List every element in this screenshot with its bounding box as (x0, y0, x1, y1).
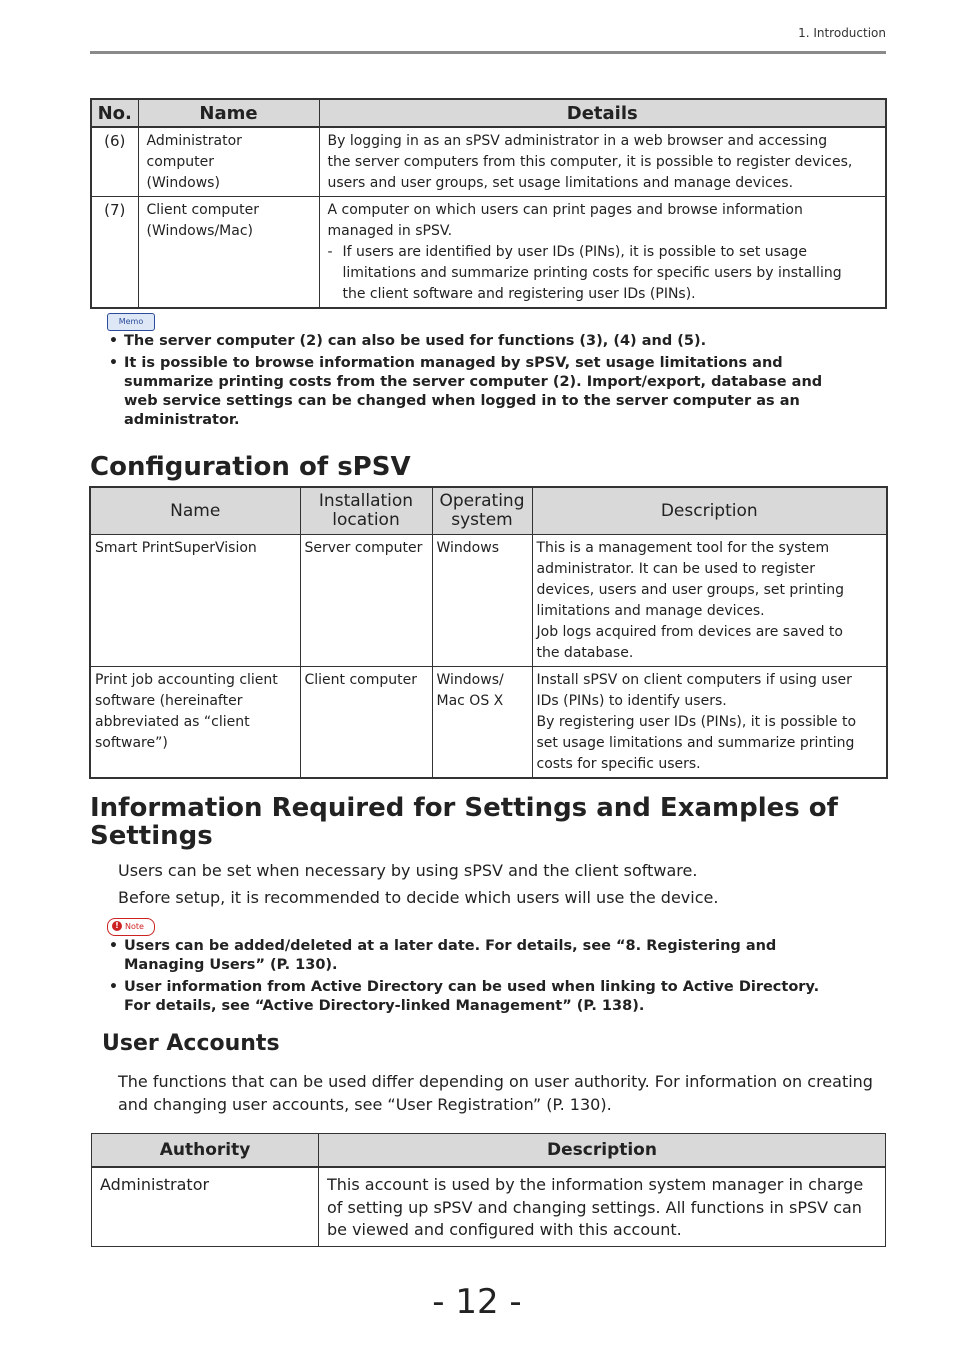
chapter-header: 1. Introduction (798, 26, 886, 40)
accounts-paragraph: The functions that can be used differ depending on user authority. For information on creating and changing user accounts, see “User Registration” (P. 130). (118, 1072, 873, 1114)
col-header-os: Operating system (432, 487, 532, 535)
col-header-location: Installation location (300, 487, 432, 535)
memo-icon: Memo (107, 313, 155, 331)
table-header-row (92, 1134, 886, 1168)
col-header-no: No. (91, 99, 138, 127)
row-description: This is a management tool for the system administrator. It can be used to register devices, users and user groups, set printing limitations and manage devices. Job logs acquired from devices are saved to the database. (532, 535, 887, 667)
row-details: By logging in as an sPSV administrator in a web browser and accessing the server computers from this computer, it is possible to register devices, users and user groups, set usage limitations and manage devices. (319, 127, 886, 197)
row-number: (7) (91, 197, 138, 309)
header-rule (90, 51, 886, 54)
row-description: This account is used by the information system manager in charge of setting up sPSV and changing settings. All functions in sPSV can be viewed and configured with this account. (319, 1167, 886, 1246)
info-paragraph: Users can be set when necessary by using sPSV and the client software. (118, 861, 698, 880)
dash-mark: - (327, 244, 333, 260)
row-authority: Administrator (92, 1167, 319, 1246)
dash-item: - If users are identified by user IDs (PINs), it is possible to set usage limitations and summarize printing costs for specific users by installing the client software and registering user IDs (PINs). (328, 242, 878, 305)
col-header-description: Description (319, 1134, 886, 1168)
memo-list (109, 332, 879, 433)
row-name: Smart PrintSuperVision (90, 535, 300, 667)
accounts-heading: User Accounts (102, 1031, 280, 1056)
info-heading: Information Required for Settings and Examples of Settings (90, 793, 838, 851)
row-name: Administrator computer (Windows) (138, 127, 319, 197)
exclamation-icon: ! (112, 921, 122, 931)
memo-item: • It is possible to browse information managed by sPSV, set usage limitations and summarize printing costs from the server computer (2). Import/export, database and web service settings can be changed when logged in to the server computer as an administrator. (109, 354, 879, 430)
row-details: A computer on which users can print pages and browse information managed in sPSV. - If users are identified by user IDs (PINs), it is possible to set usage limitations and summarize printing costs for specific users by installing the client software and registering user IDs (PINs). (319, 197, 886, 309)
table-header-row (91, 99, 886, 127)
col-header-name: Name (138, 99, 319, 127)
table-row (92, 1167, 886, 1246)
row-name: Client computer (Windows/Mac) (138, 197, 319, 309)
col-header-details: Details (319, 99, 886, 127)
authority-table (91, 1133, 886, 1247)
info-paragraph: Before setup, it is recommended to decide which users will use the device. (118, 888, 719, 907)
row-description: Install sPSV on client computers if using user IDs (PINs) to identify users. By registering user IDs (PINs), it is possible to set usage limitations and summarize printing costs for specific users. (532, 667, 887, 779)
table-header-row (90, 487, 887, 535)
note-item: • User information from Active Directory can be used when linking to Active Directory. For details, see “Active Directory-linked Management” (P. 138). (109, 978, 879, 1016)
config-table (89, 486, 888, 779)
table-row (90, 535, 887, 667)
page-number: - 12 - (432, 1282, 522, 1322)
row-location: Client computer (300, 667, 432, 779)
table-row (91, 197, 886, 309)
note-badge: ! Note (107, 918, 155, 936)
row-location: Server computer (300, 535, 432, 667)
components-table (90, 98, 887, 309)
note-list (109, 937, 879, 1019)
col-header-authority: Authority (92, 1134, 319, 1168)
col-header-description: Description (532, 487, 887, 535)
config-heading: Configuration of sPSV (90, 452, 411, 482)
row-number: (6) (91, 127, 138, 197)
col-header-name: Name (90, 487, 300, 535)
memo-item: • The server computer (2) can also be used for functions (3), (4) and (5). (109, 332, 879, 351)
note-item: • Users can be added/deleted at a later date. For details, see “8. Registering and Managing Users” (P. 130). (109, 937, 879, 975)
row-name: Print job accounting client software (hereinafter abbreviated as “client software”) (90, 667, 300, 779)
table-row (90, 667, 887, 779)
row-os: Windows/ Mac OS X (432, 667, 532, 779)
row-os: Windows (432, 535, 532, 667)
table-row (91, 127, 886, 197)
